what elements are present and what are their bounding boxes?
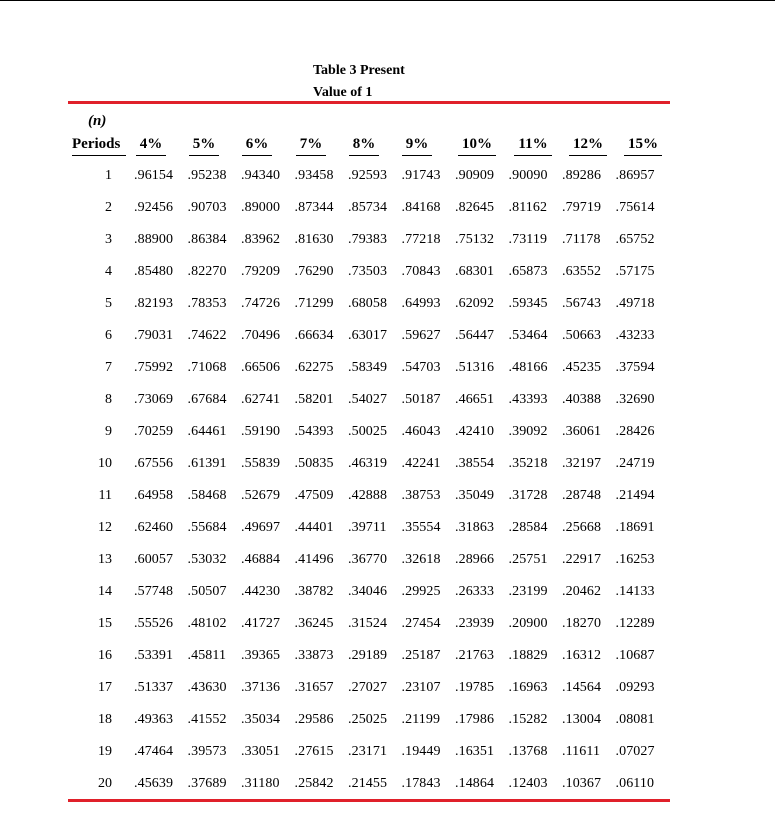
spacer-cell <box>112 224 134 256</box>
value-cell: .25187 <box>401 648 441 663</box>
value-cell: .96154 <box>134 168 174 183</box>
value-cell: .33873 <box>294 648 334 663</box>
spacer-cell <box>112 416 134 448</box>
value-cell: .85480 <box>134 264 174 279</box>
period-cell: 12 <box>98 520 112 535</box>
value-cell: .31180 <box>241 776 280 791</box>
value-cell: .17843 <box>401 776 441 791</box>
spacer-cell <box>112 768 134 800</box>
value-cell: .62275 <box>294 360 334 375</box>
value-cell: .31657 <box>294 680 334 695</box>
value-cell: .79209 <box>241 264 281 279</box>
table-row <box>72 736 669 768</box>
value-cell: .45811 <box>187 648 227 663</box>
period-cell: 2 <box>105 200 112 215</box>
period-cell: 17 <box>98 680 112 695</box>
spacer-cell <box>112 320 134 352</box>
value-cell: .35049 <box>455 488 495 503</box>
value-cell: .92456 <box>134 200 174 215</box>
value-cell: .74622 <box>187 328 227 343</box>
value-cell: .46651 <box>455 392 495 407</box>
value-cell: .14564 <box>562 680 602 695</box>
table-row <box>72 160 669 192</box>
value-cell: .94340 <box>241 168 281 183</box>
rate-header: 5% <box>189 135 219 156</box>
value-cell: .75132 <box>455 232 495 247</box>
value-cell: .47509 <box>294 488 334 503</box>
rate-header: 11% <box>514 135 552 156</box>
value-cell: .20462 <box>562 584 602 599</box>
value-cell: .75614 <box>615 200 655 215</box>
table-row <box>72 288 669 320</box>
spacer-cell <box>112 288 134 320</box>
value-cell: .19449 <box>401 744 441 759</box>
value-cell: .59345 <box>508 296 548 311</box>
period-cell: 16 <box>98 648 112 663</box>
value-cell: .28426 <box>615 424 655 439</box>
value-cell: .62092 <box>455 296 495 311</box>
value-cell: .86384 <box>187 232 227 247</box>
value-cell: .44230 <box>241 584 281 599</box>
value-cell: .71299 <box>294 296 334 311</box>
table-title-line-2: Value of 1 <box>313 85 373 100</box>
value-cell: .66506 <box>241 360 281 375</box>
value-cell: .36770 <box>348 552 388 567</box>
value-cell: .32618 <box>401 552 441 567</box>
value-cell: .29189 <box>348 648 388 663</box>
value-cell: .37689 <box>187 776 227 791</box>
value-cell: .87344 <box>294 200 334 215</box>
rate-header: 6% <box>242 135 272 156</box>
value-cell: .95238 <box>187 168 227 183</box>
table-row <box>72 256 669 288</box>
value-cell: .17986 <box>455 712 495 727</box>
value-cell: .18691 <box>615 520 655 535</box>
table-bottom-rule <box>68 799 670 802</box>
value-cell: .16312 <box>562 648 602 663</box>
spacer-cell <box>112 640 134 672</box>
value-cell: .39711 <box>348 520 387 535</box>
value-cell: .79383 <box>348 232 388 247</box>
value-cell: .86957 <box>615 168 655 183</box>
value-cell: .10367 <box>562 776 602 791</box>
table-row <box>72 512 669 544</box>
value-cell: .20900 <box>508 616 548 631</box>
spacer-cell <box>112 576 134 608</box>
table-row <box>72 544 669 576</box>
value-cell: .60057 <box>134 552 174 567</box>
value-cell: .25751 <box>508 552 548 567</box>
value-cell: .38554 <box>455 456 495 471</box>
rate-header: 10% <box>458 135 496 156</box>
table-row <box>72 352 669 384</box>
value-cell: .29925 <box>401 584 441 599</box>
value-cell: .28748 <box>562 488 602 503</box>
value-cell: .41496 <box>294 552 334 567</box>
table-title <box>313 60 443 104</box>
value-cell: .64993 <box>401 296 441 311</box>
value-cell: .50663 <box>562 328 602 343</box>
table-row <box>72 480 669 512</box>
value-cell: .37594 <box>615 360 655 375</box>
value-cell: .28584 <box>508 520 548 535</box>
value-cell: .13768 <box>508 744 548 759</box>
value-cell: .75992 <box>134 360 174 375</box>
value-cell: .58349 <box>348 360 388 375</box>
value-cell: .71178 <box>562 232 601 247</box>
value-cell: .14133 <box>615 584 655 599</box>
value-cell: .62460 <box>134 520 174 535</box>
value-cell: .79031 <box>134 328 174 343</box>
table-row <box>72 448 669 480</box>
value-cell: .21763 <box>455 648 495 663</box>
value-cell: .40388 <box>562 392 602 407</box>
value-cell: .50025 <box>348 424 388 439</box>
period-cell: 13 <box>98 552 112 567</box>
value-cell: .39092 <box>508 424 548 439</box>
value-cell: .09293 <box>615 680 655 695</box>
value-cell: .23107 <box>401 680 441 695</box>
table-row <box>72 192 669 224</box>
value-cell: .81162 <box>508 200 548 215</box>
value-cell: .66634 <box>294 328 334 343</box>
period-cell: 4 <box>105 264 112 279</box>
period-cell: 1 <box>105 168 112 183</box>
spacer-cell <box>112 672 134 704</box>
value-cell: .53464 <box>508 328 548 343</box>
spacer-cell <box>112 192 134 224</box>
value-cell: .88900 <box>134 232 174 247</box>
period-cell: 10 <box>98 456 112 471</box>
spacer-cell <box>112 160 134 192</box>
value-cell: .63017 <box>348 328 388 343</box>
value-cell: .26333 <box>455 584 495 599</box>
value-cell: .73119 <box>508 232 548 247</box>
table-row <box>72 384 669 416</box>
value-cell: .67684 <box>187 392 227 407</box>
value-cell: .57175 <box>615 264 655 279</box>
value-cell: .43630 <box>187 680 227 695</box>
spacer-cell <box>112 512 134 544</box>
value-cell: .61391 <box>187 456 227 471</box>
value-cell: .29586 <box>294 712 334 727</box>
value-cell: .49363 <box>134 712 174 727</box>
spacer-cell <box>112 352 134 384</box>
value-cell: .67556 <box>134 456 174 471</box>
value-cell: .21494 <box>615 488 655 503</box>
period-cell: 3 <box>105 232 112 247</box>
value-cell: .14864 <box>455 776 495 791</box>
value-cell: .16253 <box>615 552 655 567</box>
value-cell: .90090 <box>508 168 548 183</box>
value-cell: .50187 <box>401 392 441 407</box>
value-cell: .13004 <box>562 712 602 727</box>
value-cell: .93458 <box>294 168 334 183</box>
value-cell: .65752 <box>615 232 655 247</box>
value-cell: .22917 <box>562 552 602 567</box>
period-cell: 6 <box>105 328 112 343</box>
value-cell: .77218 <box>401 232 441 247</box>
period-cell: 11 <box>98 488 112 503</box>
value-cell: .68301 <box>455 264 495 279</box>
present-value-table <box>72 160 669 800</box>
table-row <box>72 768 669 800</box>
value-cell: .35034 <box>241 712 281 727</box>
value-cell: .31863 <box>455 520 495 535</box>
spacer-cell <box>112 736 134 768</box>
value-cell: .19785 <box>455 680 495 695</box>
value-cell: .49718 <box>615 296 655 311</box>
value-cell: .92593 <box>348 168 388 183</box>
period-cell: 18 <box>98 712 112 727</box>
value-cell: .32690 <box>615 392 655 407</box>
value-cell: .28966 <box>455 552 495 567</box>
value-cell: .46884 <box>241 552 281 567</box>
value-cell: .64958 <box>134 488 174 503</box>
value-cell: .23939 <box>455 616 495 631</box>
value-cell: .51337 <box>134 680 174 695</box>
value-cell: .31524 <box>348 616 388 631</box>
table-row <box>72 416 669 448</box>
value-cell: .46043 <box>401 424 441 439</box>
value-cell: .91743 <box>401 168 441 183</box>
period-cell: 15 <box>98 616 112 631</box>
value-cell: .71068 <box>187 360 227 375</box>
value-cell: .82193 <box>134 296 174 311</box>
value-cell: .33051 <box>241 744 281 759</box>
table-top-rule <box>68 101 670 104</box>
value-cell: .55526 <box>134 616 174 631</box>
value-cell: .21199 <box>401 712 441 727</box>
value-cell: .25025 <box>348 712 388 727</box>
spacer-cell <box>112 544 134 576</box>
value-cell: .49697 <box>241 520 281 535</box>
value-cell: .43233 <box>615 328 655 343</box>
value-cell: .51316 <box>455 360 495 375</box>
value-cell: .36061 <box>562 424 602 439</box>
table-row <box>72 608 669 640</box>
value-cell: .54393 <box>294 424 334 439</box>
value-cell: .37136 <box>241 680 281 695</box>
value-cell: .78353 <box>187 296 227 311</box>
value-cell: .25842 <box>294 776 334 791</box>
rate-header: 4% <box>136 135 166 156</box>
value-cell: .62741 <box>241 392 281 407</box>
period-cell: 9 <box>105 424 112 439</box>
value-cell: .58201 <box>294 392 334 407</box>
value-cell: .25668 <box>562 520 602 535</box>
value-cell: .83962 <box>241 232 281 247</box>
value-cell: .54703 <box>401 360 441 375</box>
value-cell: .45235 <box>562 360 602 375</box>
value-cell: .89286 <box>562 168 602 183</box>
value-cell: .39365 <box>241 648 281 663</box>
value-cell: .21455 <box>348 776 388 791</box>
spacer-cell <box>112 384 134 416</box>
value-cell: .56447 <box>455 328 495 343</box>
table-row <box>72 704 669 736</box>
value-cell: .10687 <box>615 648 655 663</box>
value-cell: .70843 <box>401 264 441 279</box>
rate-header: 9% <box>402 135 432 156</box>
value-cell: .48166 <box>508 360 548 375</box>
spacer-cell <box>112 256 134 288</box>
value-cell: .42241 <box>401 456 441 471</box>
period-cell: 7 <box>105 360 112 375</box>
value-cell: .18829 <box>508 648 548 663</box>
value-cell: .38782 <box>294 584 334 599</box>
table-row <box>72 576 669 608</box>
spacer-cell <box>112 448 134 480</box>
value-cell: .38753 <box>401 488 441 503</box>
value-cell: .63552 <box>562 264 602 279</box>
periods-header: Periods <box>72 135 126 156</box>
value-cell: .35554 <box>401 520 441 535</box>
value-cell: .24719 <box>615 456 655 471</box>
value-cell: .45639 <box>134 776 174 791</box>
value-cell: .70259 <box>134 424 174 439</box>
value-cell: .70496 <box>241 328 281 343</box>
spacer-cell <box>112 480 134 512</box>
value-cell: .74726 <box>241 296 281 311</box>
value-cell: .32197 <box>562 456 602 471</box>
value-cell: .50507 <box>187 584 227 599</box>
period-cell: 19 <box>98 744 112 759</box>
value-cell: .42410 <box>455 424 495 439</box>
value-cell: .89000 <box>241 200 281 215</box>
value-cell: .42888 <box>348 488 388 503</box>
value-cell: .84168 <box>401 200 441 215</box>
rate-header: 12% <box>569 135 607 156</box>
value-cell: .81630 <box>294 232 334 247</box>
value-cell: .85734 <box>348 200 388 215</box>
value-cell: .82270 <box>187 264 227 279</box>
value-cell: .48102 <box>187 616 227 631</box>
value-cell: .34046 <box>348 584 388 599</box>
rate-header: 7% <box>296 135 326 156</box>
value-cell: .43393 <box>508 392 548 407</box>
value-cell: .23171 <box>348 744 388 759</box>
value-cell: .31728 <box>508 488 548 503</box>
table-row <box>72 224 669 256</box>
value-cell: .55684 <box>187 520 227 535</box>
value-cell: .64461 <box>187 424 227 439</box>
value-cell: .53032 <box>187 552 227 567</box>
value-cell: .27454 <box>401 616 441 631</box>
value-cell: .27027 <box>348 680 388 695</box>
table-row <box>72 320 669 352</box>
rate-header: 15% <box>624 135 662 156</box>
value-cell: .53391 <box>134 648 174 663</box>
value-cell: .41552 <box>187 712 227 727</box>
value-cell: .12403 <box>508 776 548 791</box>
value-cell: .16351 <box>455 744 495 759</box>
value-cell: .41727 <box>241 616 281 631</box>
value-cell: .11611 <box>562 744 601 759</box>
period-cell: 20 <box>98 776 112 791</box>
value-cell: .36245 <box>294 616 334 631</box>
rate-header: 8% <box>349 135 379 156</box>
value-cell: .56743 <box>562 296 602 311</box>
value-cell: .76290 <box>294 264 334 279</box>
value-cell: .23199 <box>508 584 548 599</box>
spacer-cell <box>112 608 134 640</box>
value-cell: .35218 <box>508 456 548 471</box>
table-title-line-1: Table 3 Present <box>313 63 405 78</box>
value-cell: .07027 <box>615 744 655 759</box>
value-cell: .16963 <box>508 680 548 695</box>
value-cell: .50835 <box>294 456 334 471</box>
value-cell: .52679 <box>241 488 281 503</box>
value-cell: .90909 <box>455 168 495 183</box>
value-cell: .08081 <box>615 712 655 727</box>
value-cell: .54027 <box>348 392 388 407</box>
period-cell: 5 <box>105 296 112 311</box>
value-cell: .65873 <box>508 264 548 279</box>
value-cell: .12289 <box>615 616 655 631</box>
value-cell: .47464 <box>134 744 174 759</box>
value-cell: .73069 <box>134 392 174 407</box>
value-cell: .46319 <box>348 456 388 471</box>
value-cell: .73503 <box>348 264 388 279</box>
value-cell: .82645 <box>455 200 495 215</box>
value-cell: .55839 <box>241 456 281 471</box>
value-cell: .06110 <box>615 776 655 791</box>
period-cell: 14 <box>98 584 112 599</box>
value-cell: .57748 <box>134 584 174 599</box>
period-cell: 8 <box>105 392 112 407</box>
value-cell: .27615 <box>294 744 334 759</box>
value-cell: .59627 <box>401 328 441 343</box>
value-cell: .58468 <box>187 488 227 503</box>
value-cell: .79719 <box>562 200 602 215</box>
value-cell: .18270 <box>562 616 602 631</box>
n-label: (n) <box>88 113 107 129</box>
table-row <box>72 640 669 672</box>
spacer-cell <box>112 704 134 736</box>
value-cell: .90703 <box>187 200 227 215</box>
value-cell: .59190 <box>241 424 281 439</box>
value-cell: .15282 <box>508 712 548 727</box>
top-border-line <box>0 0 775 1</box>
value-cell: .39573 <box>187 744 227 759</box>
value-cell: .44401 <box>294 520 334 535</box>
table-row <box>72 672 669 704</box>
value-cell: .68058 <box>348 296 388 311</box>
